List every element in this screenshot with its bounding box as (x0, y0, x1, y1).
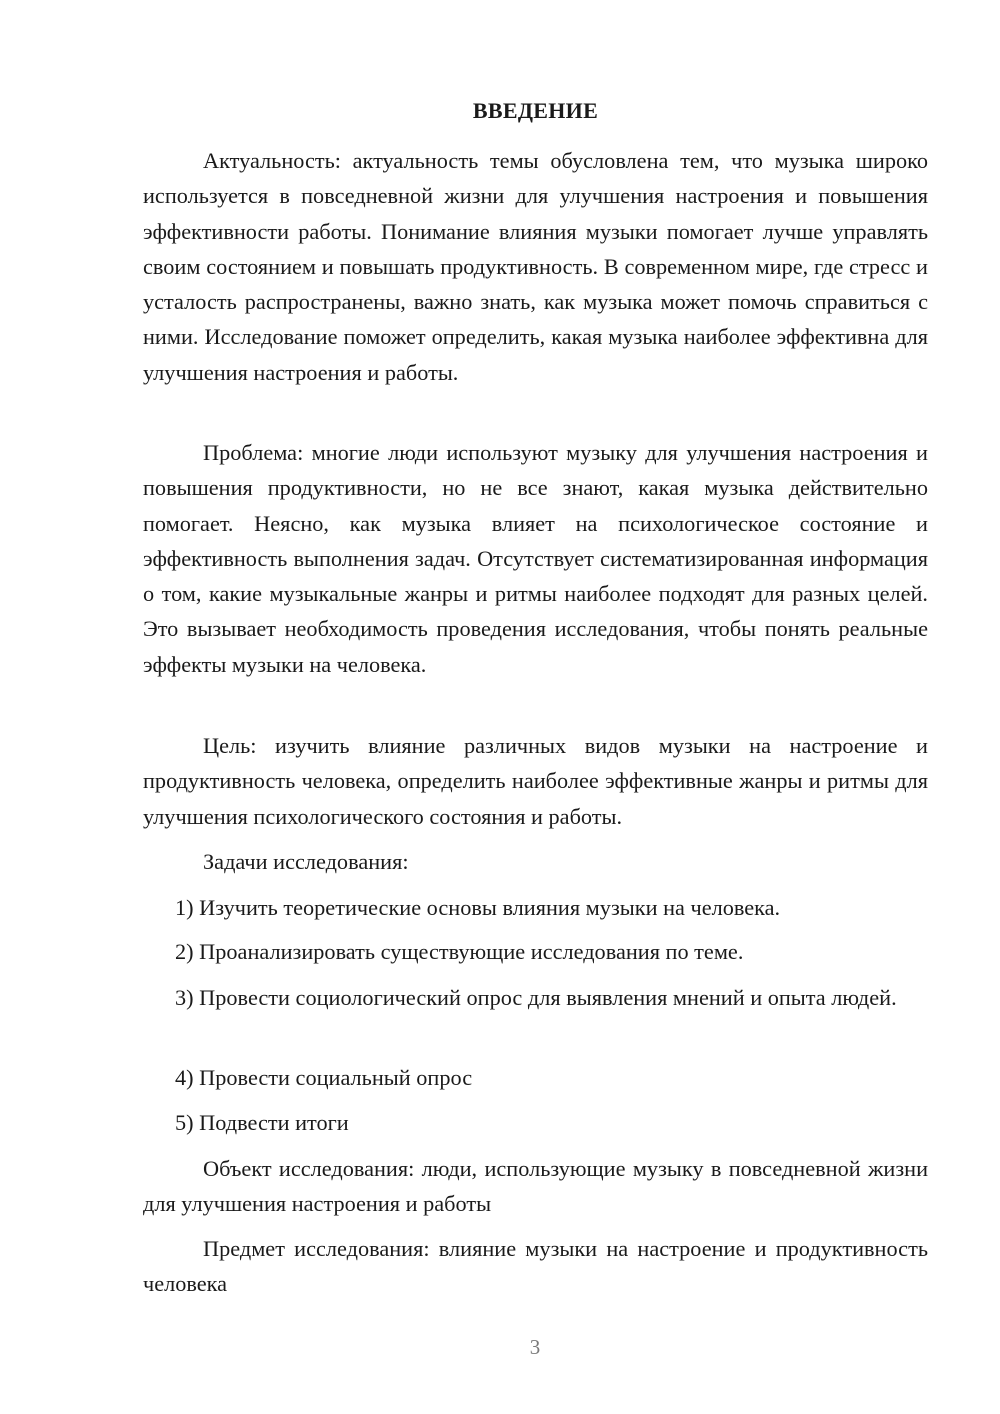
paragraph-relevance: Актуальность: актуальность темы обусловлена тем, что музыка широко используется в повседневной жизни для улучшения настроения и повышения эффективности работы. Понимание влияния музыки помогает лучше управлять своим состоянием и повышать продуктивность. В современном мире, где стресс и усталость распространены, важно знать, как музыка может помочь справиться с ними. Исследование поможет определить, какая музыка наиболее эффективна для улучшения настроения и работы. (143, 148, 928, 385)
task-item-4: 4) Провести социальный опрос (175, 1065, 473, 1090)
page-number: 3 (529, 1335, 541, 1359)
paragraph-goal: Цель: изучить влияние различных видов музыки на настроение и продуктивность человека, определить наиболее эффективные жанры и ритмы для улучшения психологического состояния и работы. (143, 733, 928, 829)
tasks-heading: Задачи исследования: (203, 849, 409, 874)
paragraph-problem: Проблема: многие люди используют музыку для улучшения настроения и повышения продуктивности, но не все знают, какая музыка действительно помогает. Неясно, как музыка влияет на психологическое состояние и эффективность выполнения задач. Отсутствует систематизированная информация о том, какие музыкальные жанры и ритмы наиболее подходят для разных целей. Это вызывает необходимость проведения исследования, чтобы понять реальные эффекты музыки на человека. (143, 440, 928, 677)
section-title: ВВЕДЕНИЕ (472, 98, 599, 123)
paragraph-subject: Предмет исследования: влияние музыки на настроение и продуктивность человека (143, 1236, 928, 1297)
paragraph-object: Объект исследования: люди, использующие музыку в повседневной жизни для улучшения настроения и работы (143, 1156, 928, 1217)
task-item-1: 1) Изучить теоретические основы влияния музыки на человека. (175, 895, 781, 920)
task-item-5: 5) Подвести итоги (175, 1110, 349, 1135)
task-item-3: 3) Провести социологический опрос для выявления мнений и опыта людей. (175, 985, 897, 1010)
task-item-2: 2) Проанализировать существующие исследования по теме. (175, 939, 744, 964)
